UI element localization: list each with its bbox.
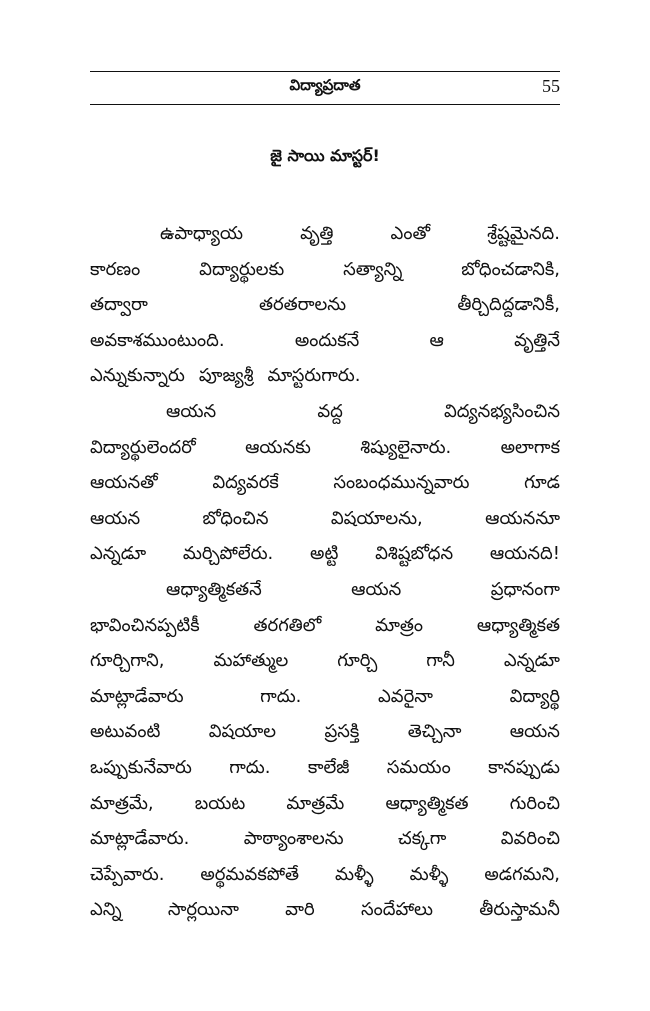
word: గాదు.	[229, 756, 271, 778]
word: గాదు.	[260, 685, 302, 707]
word: మాట్లాడేవారు	[90, 685, 184, 707]
word: పాఠ్యాంశాలను	[243, 828, 344, 850]
text-line	[90, 358, 560, 394]
word: మాత్రమే,	[90, 792, 154, 814]
word: ఆయన	[90, 507, 141, 529]
word: మాట్లాడేవారు.	[90, 828, 190, 850]
header-title: విద్యాప్రదాత	[289, 76, 361, 94]
word: సమయం	[386, 756, 451, 778]
running-header	[90, 71, 560, 105]
word: శ్రేష్టమైనది.	[487, 223, 560, 244]
word: విషయాలను,	[330, 507, 423, 529]
word: ఎన్నడూ	[90, 543, 147, 565]
word: ఆయననూ	[485, 507, 560, 529]
text-line	[90, 786, 560, 822]
text-line	[90, 643, 560, 679]
text-line	[90, 714, 560, 750]
word: భావించినప్పటికీ	[90, 614, 200, 636]
text-line	[90, 323, 560, 359]
word: అలాగాక	[500, 436, 560, 458]
word: ఆయన	[509, 721, 560, 743]
word: తరతరాలను	[258, 294, 347, 316]
word: కాలేజీ	[307, 756, 350, 778]
word: సత్యాన్ని	[343, 258, 403, 280]
word: ఒప్పుకునేవారు	[90, 756, 192, 778]
word: ఆధ్యాత్మికత	[385, 792, 469, 814]
word: తీర్చిదిద్దడానికీ,	[457, 294, 560, 316]
word: ఎన్నడూ	[503, 650, 560, 672]
word: పూజ్యశ్రీ	[198, 365, 254, 387]
word: శిష్యులైనారు.	[360, 436, 452, 458]
word: ఆయనతో	[90, 472, 158, 494]
word: ఎంతో	[390, 223, 431, 244]
word: చక్కగా	[398, 828, 447, 850]
word: వృత్తినే	[514, 329, 560, 351]
word: విద్యార్థులెందరో	[90, 436, 196, 458]
text-line	[90, 572, 560, 608]
word: ఆధ్యాత్మికతనే	[166, 578, 262, 600]
text-line	[90, 394, 560, 430]
word: ఎన్ని	[90, 899, 122, 921]
word: సంబంధమున్నవారు	[333, 472, 470, 494]
text-line	[90, 821, 560, 857]
word: మాస్టరుగారు.	[267, 365, 361, 387]
word: గురించి	[509, 792, 560, 814]
text-line	[90, 857, 560, 893]
word: విద్యార్థులకు	[199, 258, 285, 280]
word: వృత్తి	[300, 223, 334, 244]
word: వివరించి	[500, 828, 560, 850]
chapter-title: జై సాయి మాస్టర్!	[270, 146, 380, 165]
word: తరగతిలో	[253, 614, 322, 636]
word: కారణం	[90, 258, 141, 280]
word: సందేహాలు	[360, 899, 434, 921]
word: చెప్పేవారు.	[90, 863, 165, 885]
body-text	[90, 216, 560, 928]
text-line	[90, 252, 560, 288]
text-line	[90, 216, 560, 252]
word: ఆయనకు	[245, 436, 311, 458]
word: బయట	[194, 792, 246, 814]
page-number: 55	[542, 76, 560, 96]
text-line	[90, 892, 560, 928]
word: గూర్చిగాని,	[90, 650, 165, 672]
word: ఆధ్యాత్మికత	[476, 614, 560, 636]
word: ఆయన	[351, 578, 402, 600]
word: ఉపాధ్యాయ	[160, 223, 244, 244]
word: గానీ	[426, 650, 455, 672]
word: ప్రసక్తి	[324, 721, 360, 743]
word: మళ్ళీ	[334, 863, 374, 885]
word: ప్రధానంగా	[490, 578, 560, 600]
word: బోధించిన	[202, 507, 269, 529]
word: అడగమని,	[484, 863, 560, 885]
word: తెచ్చినా	[407, 721, 462, 743]
word: సార్లయినా	[167, 899, 239, 921]
word: మర్చిపోలేరు.	[182, 543, 274, 565]
word: గూడ	[524, 472, 560, 494]
word: మాత్రమే	[286, 792, 345, 814]
word: కానప్పుడు	[488, 756, 560, 778]
word: అర్థమవకపోతే	[200, 863, 300, 885]
word: విషయాల	[208, 721, 277, 743]
word: తద్వారా	[90, 294, 148, 316]
word: అట్టి	[310, 543, 339, 565]
word: బోధించడానికి,	[461, 258, 560, 280]
word: వారి	[285, 899, 315, 921]
word: అటువంటి	[90, 721, 161, 743]
word: ఆయనది!	[489, 543, 560, 565]
word: విద్యార్థి	[509, 685, 560, 707]
word: అందుకనే	[294, 329, 360, 351]
text-line	[90, 287, 560, 323]
word: తీరుస్తామనీ	[479, 899, 560, 921]
text-line	[90, 679, 560, 715]
text-line	[90, 430, 560, 466]
text-line	[90, 750, 560, 786]
word: మాత్రం	[375, 614, 424, 636]
word: గూర్చి	[337, 650, 378, 672]
word: ఎవరైనా	[378, 685, 433, 707]
text-line	[90, 501, 560, 537]
word: విద్యనభ్యసించిన	[443, 400, 560, 422]
word: వద్ద	[317, 400, 343, 422]
word: ఆ	[429, 329, 444, 351]
text-line	[90, 465, 560, 501]
word: మళ్ళీ	[409, 863, 449, 885]
word: మహాత్ముల	[213, 650, 289, 672]
word: ఆయన	[166, 400, 217, 422]
word: అవకాశముంటుంది.	[90, 329, 225, 351]
word: విశిష్టబోధన	[375, 543, 454, 565]
word: విద్యవరకే	[212, 472, 279, 494]
text-line	[90, 536, 560, 572]
word: ఎన్నుకున్నారు	[90, 365, 185, 387]
text-line	[90, 608, 560, 644]
